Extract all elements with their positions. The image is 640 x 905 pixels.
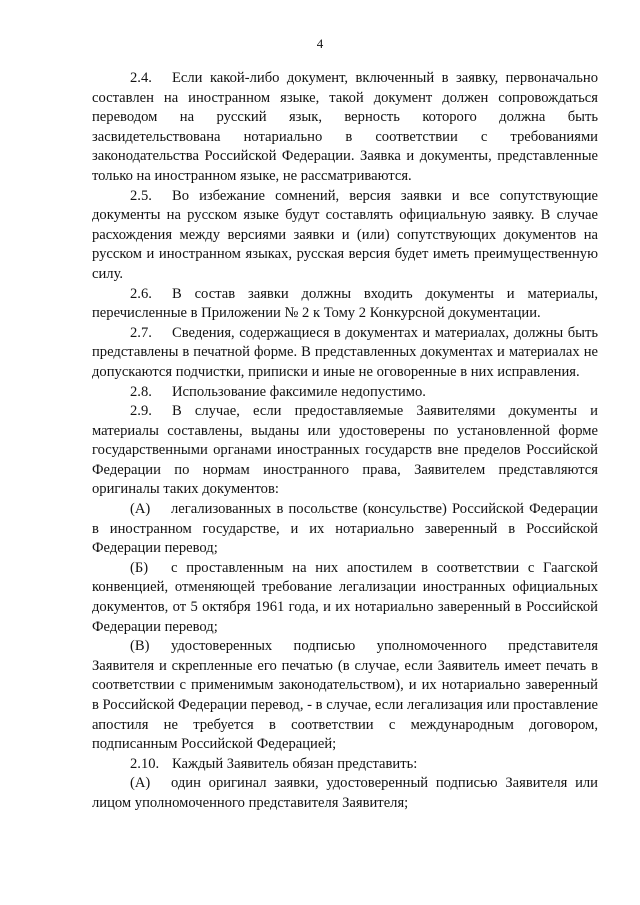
paragraph-2-8 — [92, 383, 598, 403]
subparagraph-a — [92, 500, 598, 559]
paragraph-number: 2.6. — [130, 285, 152, 302]
paragraph-2-6 — [92, 285, 598, 324]
paragraph-text: Каждый Заявитель обязан представить: — [172, 755, 418, 772]
paragraph-number: 2.8. — [130, 383, 152, 400]
paragraph-text: В состав заявки должны входить документы и материалы, перечисленные в Приложении № 2 к Тому 2 Конкурсной документации. — [92, 285, 598, 322]
subparagraph-text: удостоверенных подписью уполномоченного представителя Заявителя и скрепленные его печатью (в случае, если Заявитель имеет печать в соответствии с применимым законодательством), и их нотариально заверенный в Российской Федерации перевод, - в случае, если легализация или проставление апостиля не требуется в соответствии с международным договором, подписанным Российской Федерацией; — [92, 638, 598, 753]
subparagraph-text: с проставленным на них апостилем в соответствии с Гаагской конвенцией, отменяющей требование легализации иностранных официальных документов, от 5 октября 1961 года, и их нотариально заверенный в Российской Федерации перевод; — [92, 559, 598, 635]
subparagraph-letter: (В) — [130, 638, 150, 655]
paragraph-number: 2.9. — [130, 403, 152, 420]
subparagraph-a-2 — [92, 774, 598, 813]
paragraph-text: Во избежание сомнений, версия заявки и все сопутствующие документы на русском языке будут составлять официальную заявку. В случае расхождения между версиями заявки и (или) сопутствующих документов на русском и иностранном языках, русская версия будет иметь преимущественную силу. — [92, 187, 598, 282]
paragraph-2-5 — [92, 187, 598, 285]
subparagraph-letter: (Б) — [130, 559, 149, 576]
paragraph-number: 2.4. — [130, 70, 152, 86]
paragraph-2-4 — [92, 69, 598, 187]
paragraph-2-10 — [92, 755, 598, 775]
subparagraph-letter: (А) — [130, 501, 151, 518]
subparagraph-text: один оригинал заявки, удостоверенный подписью Заявителя или лицом уполномоченного представителя Заявителя; — [92, 775, 598, 811]
paragraph-number: 2.10. — [130, 755, 160, 772]
subparagraph-text: легализованных в посольстве (консульстве) Российской Федерации в иностранном государстве, и их нотариально заверенный в Российской Федерации перевод; — [92, 501, 598, 557]
subparagraph-v — [92, 637, 598, 755]
paragraph-2-9 — [92, 402, 598, 500]
document-body — [92, 69, 598, 814]
paragraph-text: Использование факсимиле недопустимо. — [172, 383, 426, 400]
subparagraph-letter: (А) — [130, 775, 151, 792]
paragraph-text: Сведения, содержащиеся в документах и материалах, должны быть представлены в печатной форме. В представленных документах и материалах не допускаются подчистки, приписки и иные не оговоренные в них исправления. — [92, 324, 598, 380]
paragraph-text: В случае, если предоставляемые Заявителями документы и материалы составлены, выданы или удостоверены по установленной форме государственными органами иностранных государств вне пределов Российской Федерации по нормам иностранного права, Заявителем представляются оригиналы таких документов: — [92, 403, 598, 498]
paragraph-number: 2.7. — [130, 324, 152, 341]
page-number: 4 — [316, 36, 324, 51]
paragraph-text: Если какой-либо документ, включенный в заявку, первоначально составлен на иностранном языке, такой документ должен сопровождаться переводом на русский язык, верность которого должна быть засвидетельствована нотариально в соответствии с требованиями законодательства Российской Федерации. Заявка и документы, представленные только на иностранном языке, не рассматриваются. — [92, 70, 598, 184]
subparagraph-b — [92, 559, 598, 637]
paragraph-number: 2.5. — [130, 187, 152, 204]
paragraph-2-7 — [92, 324, 598, 383]
